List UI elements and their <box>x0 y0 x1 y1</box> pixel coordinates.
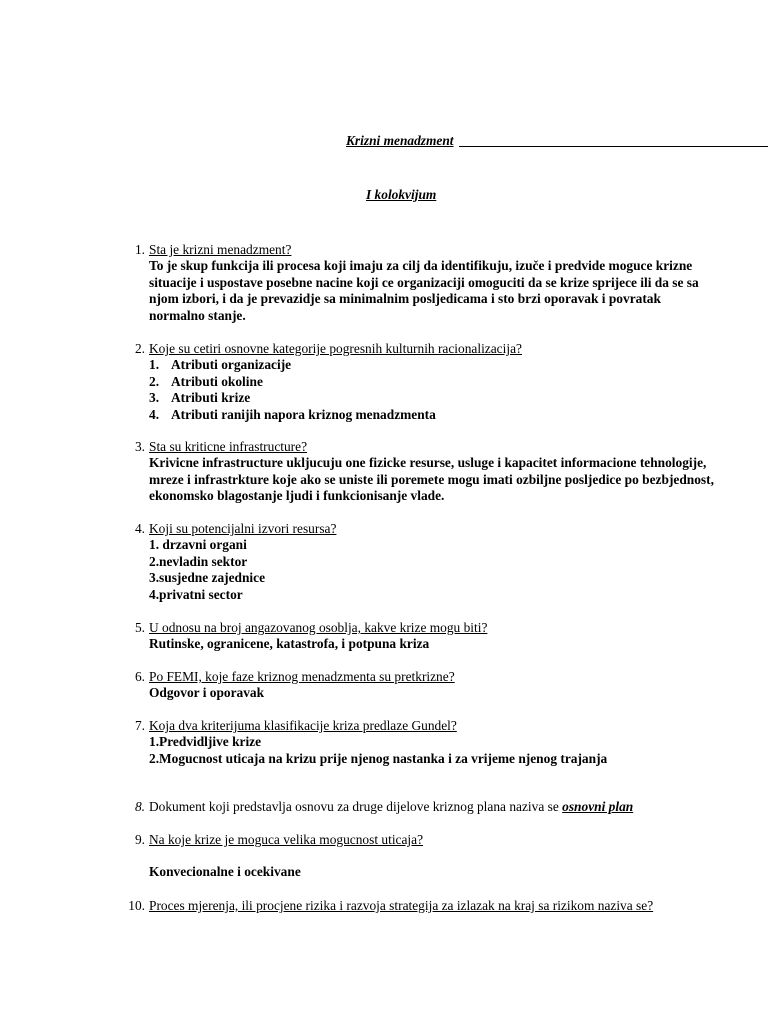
question-number: 5. <box>134 620 145 635</box>
question-text: Dokument koji predstavlja osnovu za druge dijelove kriznog plana naziva se <box>149 799 563 814</box>
answer-line: 3.susjedne zajednice <box>149 570 266 586</box>
answer-text: Konvecionalne i ocekivane <box>149 864 301 880</box>
question-text: U odnosu na broj angazovanog osoblja, kakve krize mogu biti? <box>149 620 488 635</box>
question-text: Koja dva kriterijuma klasifikacije kriza predlaze Gundel? <box>149 718 457 733</box>
answer-list-item: 3. Atributi krize <box>149 390 251 406</box>
question-number: 8. <box>134 799 145 814</box>
question-number: 9. <box>134 832 145 847</box>
question-number: 6. <box>134 669 145 684</box>
answer-text: Krivicne infrastructure ukljucuju one fizicke resurse, usluge i kapacitet informacione tehnologije, mreze i infrastrkture koje ako se uniste ili poremete mogu imati ozbiljne posljedice po bezbjednost, ekonomsko blagostanje ljudi i funkcionisanje vlade. <box>149 455 714 504</box>
document-subtitle: I kolokvijum <box>366 187 437 202</box>
answer-line: 2.Mogucnost uticaja na krizu prije njenog nastanka i za vrijeme njenog trajanja <box>149 750 608 766</box>
question-number: 7. <box>134 718 145 733</box>
answer-line: 2.nevladin sektor <box>149 553 248 569</box>
answer-list-item: 4. Atributi ranijih napora kriznog menadzmenta <box>149 406 436 422</box>
question-number: 10. <box>128 898 145 913</box>
question-text: Proces mjerenja, ili procjene rizika i razvoja strategija za izlazak na kraj sa rizikom naziva se? <box>149 898 654 913</box>
answer-list-item: 2. Atributi okoline <box>149 373 263 389</box>
answer-inline: osnovni plan <box>562 799 634 814</box>
question-text: Po FEMI, koje faze kriznog menadzmenta su pretkrizne? <box>149 669 455 684</box>
question-text: Sta su kriticne infrastructure? <box>149 439 308 454</box>
question-number: 4. <box>134 521 145 536</box>
question-number: 3. <box>134 439 145 454</box>
answer-text: To je skup funkcija ili procesa koji imaju za cilj da identifikuju, izuče i predvide moguce krizne situacije i uspostave posebne nacine koji ce organizaciji omoguciti da se krize sprijece ili da se sa njom izbori, i da je prevazidje sa minimalnim posljedicama i sto brzi oporavak i povratak normalno stanje. <box>149 258 699 323</box>
answer-list <box>149 357 719 423</box>
title-block <box>0 133 768 151</box>
title-underline-rule <box>459 146 768 147</box>
answer-line: 1. drzavni organi <box>149 537 247 553</box>
question-text: Koji su potencijalni izvori resursa? <box>149 521 337 536</box>
question-number: 2. <box>134 341 145 356</box>
answer-list-item: 1. Atributi organizacije <box>149 357 292 373</box>
document-title: Krizni menadzment <box>346 133 454 148</box>
answer-line: 1.Predvidljive krize <box>149 734 262 750</box>
question-text: Sta je krizni menadzment? <box>149 242 292 257</box>
question-text: Koje su cetiri osnovne kategorije pogresnih kulturnih racionalizacija? <box>149 341 522 356</box>
answer-text: Odgovor i oporavak <box>149 685 265 701</box>
question-text: Na koje krize je moguca velika mogucnost uticaja? <box>149 832 424 847</box>
answer-text: Rutinske, ogranicene, katastrofa, i potpuna kriza <box>149 636 430 652</box>
question-number: 1. <box>134 242 145 257</box>
answer-line: 4.privatni sector <box>149 586 243 602</box>
